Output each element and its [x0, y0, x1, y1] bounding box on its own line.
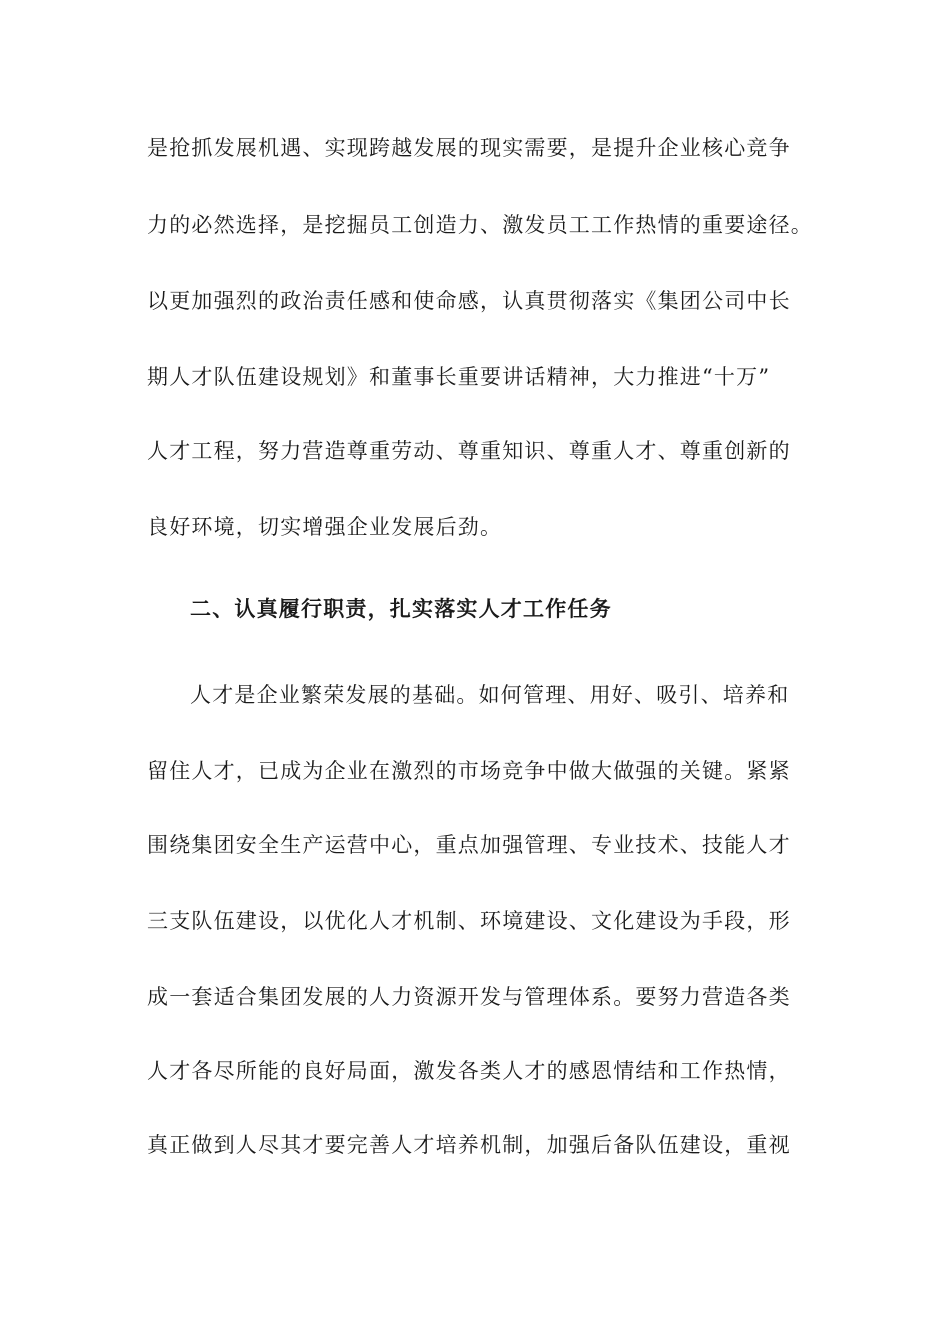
paragraph-1-line: 人才工程，努力营造尊重劳动、尊重知识、尊重人才、尊重创新的 — [147, 439, 791, 463]
section-heading: 二、认真履行职责，扎实落实人才工作任务 — [190, 596, 612, 621]
paragraph-2-line: 围绕集团安全生产运营中心，重点加强管理、专业技术、技能人才 — [147, 833, 791, 857]
paragraph-2-line: 真正做到人尽其才要完善人才培养机制，加强后备队伍建设，重视 — [147, 1133, 791, 1157]
paragraph-2-line: 三支队伍建设，以优化人才机制、环境建设、文化建设为手段，形 — [147, 909, 791, 933]
paragraph-2-line: 成一套适合集团发展的人力资源开发与管理体系。要努力营造各类 — [147, 985, 791, 1009]
paragraph-2-line: 留住人才，已成为企业在激烈的市场竞争中做大做强的关键。紧紧 — [147, 759, 791, 783]
paragraph-1-line: 是抢抓发展机遇、实现跨越发展的现实需要，是提升企业核心竞争 — [147, 136, 791, 160]
paragraph-1-line: 力的必然选择，是挖掘员工创造力、激发员工工作热情的重要途径。 — [147, 213, 813, 237]
paragraph-2-line: 人才各尽所能的良好局面，激发各类人才的感恩情结和工作热情， — [147, 1059, 791, 1083]
paragraph-1-line: 良好环境，切实增强企业发展后劲。 — [147, 515, 503, 539]
paragraph-2-line: 人才是企业繁荣发展的基础。如何管理、用好、吸引、培养和 — [190, 683, 790, 707]
paragraph-1-line: 以更加强烈的政治责任感和使命感，认真贯彻落实《集团公司中长 — [147, 289, 791, 313]
paragraph-1-line: 期人才队伍建设规划》和董事长重要讲话精神，大力推进“十万” — [147, 365, 771, 389]
